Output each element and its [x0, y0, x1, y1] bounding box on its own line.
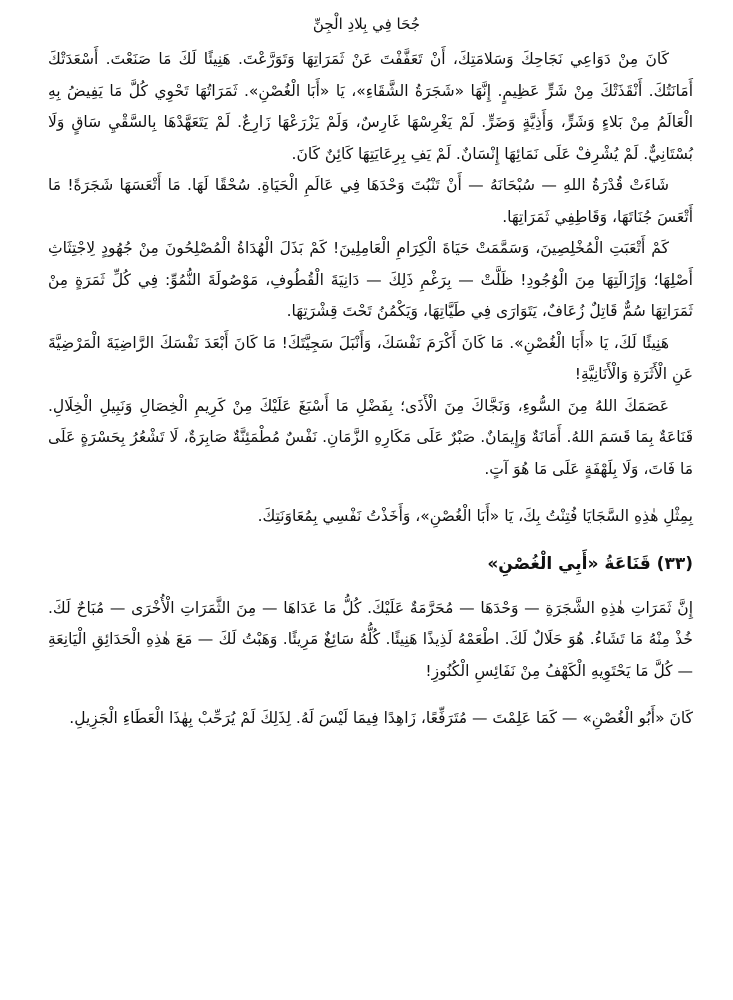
paragraph-1: كَانَ مِنْ دَوَاعِي نَجَاحِكَ وَسَلامَتِكَ، أَنْ تَعَفَّفْتَ عَنْ ثَمَرَاتِهَا وَتَوَرَّعْتَ. هَنِيئًا لَكَ مَا صَنَعْتَ. أَسْعَدَتْكَ أَمَانَتُكَ. أَنْقَذَتْكَ مِنْ شَرٍّ عَظِيمٍ. إِنَّهَا «شَجَرَةُ الشَّقَاءِ»، يَا «أَبَا الْغُصْنِ». ثَمَرَاتُهَا تَحْوِي كُلَّ مَا يَفِيضُ بِهِ الْعَالَمُ مِنْ بَلاءٍ وَشَرٍّ، وَأَذِيَّةٍ وَضَرٍّ. لَمْ يَغْرِسْهَا غَارِسٌ، وَلَمْ يَزْرَعْهَا زَارِعٌ. لَمْ يَتَعَهَّدْهَا بِالسَّقْيِ سَاقٍ وَلَا بُسْتَانِيٌّ. لَمْ يُشْرِفْ عَلَى نَمَائِهَا إِنْسَانٌ. لَمْ يَفِ بِرِعَايَتِهَا كَائِنٌ كَانَ.: [48, 50, 693, 163]
body-text: [48, 44, 693, 735]
section-paragraph-2: كَانَ «أَبُو الْغُصْنِ» — كَمَا عَلِمْتَ — مُتَرَفِّعًا، زَاهِدًا فِيمَا لَيْسَ لَهُ. لِذَلِكَ لَمْ يُرَحِّبْ بِهٰذَا الْعَطَاءِ الْجَزِيلِ.: [69, 709, 693, 727]
paragraph-2: شَاءَتْ قُدْرَةُ اللهِ — سُبْحَانَهُ — أَنْ تَنْبُتَ وَحْدَهَا فِي عَالَمِ الْحَيَاةِ. سُحْقًا لَهَا. مَا أَتْعَسَهَا شَجَرَةً! مَا أَتْعَسَ جُنَاتَهَا، وَقَاطِفِي ثَمَرَاتِهَا.: [48, 176, 693, 226]
paragraph-4: هَنِيئًا لَكَ، يَا «أَبَا الْغُصْنِ». مَا كَانَ أَكْرَمَ نَفْسَكَ، وَأَنْبَلَ سَجِيَّتَكَ! مَا كَانَ أَبْعَدَ نَفْسَكَ الرَّاضِيَةَ الْمَرْضِيَّةَ عَنِ الْأَثَرَةِ وَالْأَنَانِيَّةِ!: [48, 333, 693, 383]
paragraph-3: كَمْ أَتْعَبَتِ الْمُخْلِصِينَ، وَسَمَّمَتْ حَيَاةَ الْكِرَامِ الْعَامِلِينَ! كَمْ بَذَلَ الْهُدَاةُ الْمُصْلِحُونَ مِنْ جُهُودٍ لِاجْتِثَاثِ أَصْلِهَا؛ وَإِزَالَتِهَا مِنَ الْوُجُودِ! ظَلَّتْ — بِرَغْمِ ذَلِكَ — دَانِيَةَ الْقُطُوفِ، مَوْصُولَةَ النُّمُوِّ: فِي كُلِّ ثَمَرَةٍ مِنْ ثَمَرَاتِهَا سُمٌّ قَاتِلٌ زُعَافٌ، يَتَوَارَى فِي طَيَّاتِهَا، وَيَكْمُنُ تَحْتَ قِشْرَتِهَا.: [48, 239, 693, 320]
paragraph-5: عَصَمَكَ اللهُ مِنَ السُّوءِ، وَنَجَّاكَ مِنَ الْأَذَى؛ بِفَضْلِ مَا أَسْبَغَ عَلَيْكَ مِنْ كَرِيمِ الْخِصَالِ وَنَبِيلِ الْخِلَالِ. قَنَاعَةٌ بِمَا قَسَمَ اللهُ. أَمَانَةٌ وَإِيمَانٌ. صَبْرٌ عَلَى مَكَارِهِ الزَّمَانِ. نَفْسٌ مُطْمَئِنَّةٌ صَابِرَةٌ، لَا تَشْعُرُ بِحَسْرَةٍ عَلَى مَا فَاتَ، وَلَا بِلَهْفَةٍ عَلَى مَا هُوَ آتٍ.: [48, 396, 693, 478]
section-paragraph-1: إِنَّ ثَمَرَاتِ هٰذِهِ الشَّجَرَةِ — وَحْدَهَا — مُحَرَّمَةٌ عَلَيْكَ. كُلُّ مَا عَدَاهَا — مِنَ الثَّمَرَاتِ الْأُخْرَى — مُبَاحٌ لَكَ. خُذْ مِنْهُ مَا تَشَاءُ. هُوَ حَلَالٌ لَكَ. اطْعَمْهُ لَذِيذًا هَنِيئًا. كُلُّهُ سَائِغٌ مَرِيئًا. وَهَبْتُ لَكَ — مَعَ هٰذِهِ الْحَدَائِقِ الْيَانِعَةِ — كُلَّ مَا يَحْتَوِيهِ الْكَهْفُ مِنْ نَفَائِسِ الْكُنُوزِ!: [48, 598, 693, 680]
paragraph-gap: [48, 687, 693, 703]
closing-line: بِمِثْلِ هٰذِهِ السَّجَايَا فُتِنْتُ بِكَ، يَا «أَبَا الْغُصْنِ»، وَأَخَذْتُ نَفْسِي بِمُعَاوَنَتِكَ.: [257, 507, 693, 525]
paragraph-gap: [48, 485, 693, 501]
running-head: جُحَا فِي بِلادِ الْجِنِّ: [312, 15, 421, 33]
section-heading: (٣٣) قَنَاعَةُ «أَبِي الْغُصْنِ»: [487, 553, 693, 574]
